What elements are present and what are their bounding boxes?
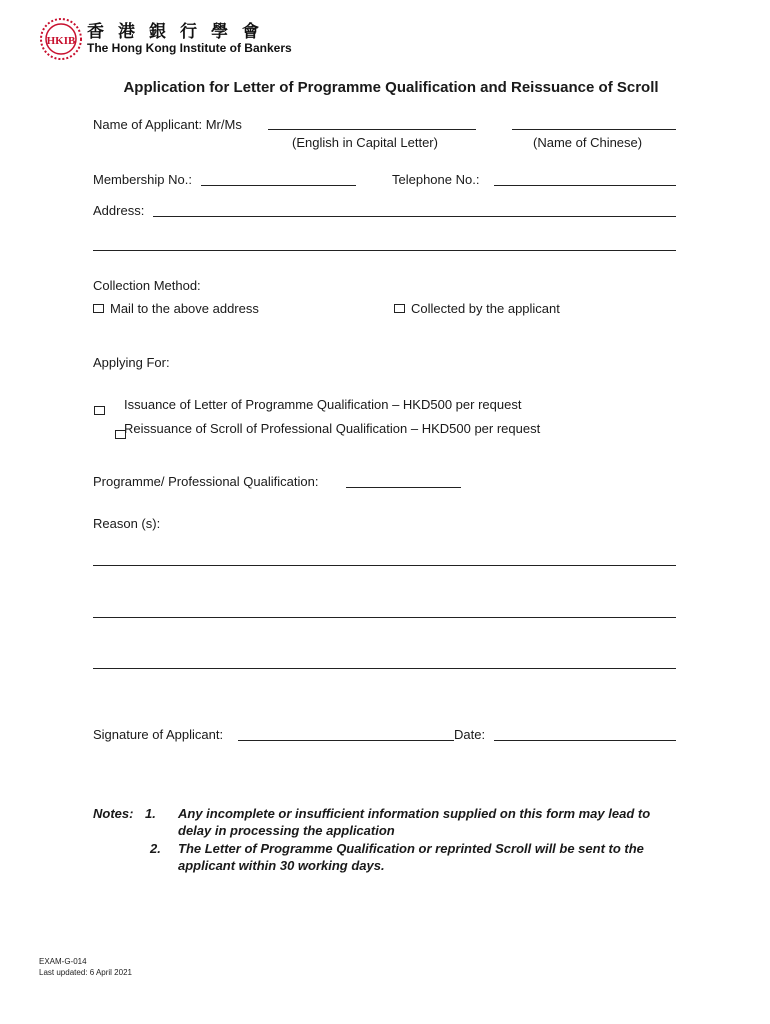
date-field[interactable] <box>494 740 676 741</box>
collection-option-mail-label: Mail to the above address <box>110 301 259 316</box>
note-2-line-2: applicant within 30 working days. <box>178 858 385 873</box>
note-1-line-2: delay in processing the application <box>178 823 395 838</box>
hkib-seal-icon <box>39 17 83 61</box>
collection-label: Collection Method: <box>93 278 201 293</box>
signature-field[interactable] <box>238 740 454 741</box>
collection-option-collect-label: Collected by the applicant <box>411 301 560 316</box>
note-2-number: 2. <box>150 841 161 856</box>
programme-label: Programme/ Professional Qualification: <box>93 474 319 489</box>
seal-monogram: HKIB <box>46 35 76 47</box>
note-2-line-1: The Letter of Programme Qualification or reprinted Scroll will be sent to the <box>178 841 644 856</box>
applying-label: Applying For: <box>93 355 170 370</box>
name-english-field[interactable] <box>268 129 476 130</box>
name-chinese-caption: (Name of Chinese) <box>533 135 643 150</box>
org-name-chinese: 香港銀行學會 <box>87 22 273 42</box>
telephone-label: Telephone No.: <box>392 172 480 187</box>
name-chinese-field[interactable] <box>512 129 676 130</box>
form-title: Application for Letter of Programme Qualification and Reissuance of Scroll <box>123 79 659 96</box>
programme-field[interactable] <box>346 487 461 488</box>
applying-option-reissuance: Reissuance of Scroll of Professional Qualification – HKD500 per request <box>124 421 541 436</box>
hkib-logo <box>39 17 292 63</box>
form-code: EXAM-G-014 <box>39 957 87 966</box>
address-field-line-1[interactable] <box>153 216 676 217</box>
telephone-field[interactable] <box>494 185 676 186</box>
reason-field-line-1[interactable] <box>93 565 676 566</box>
collection-option-collect[interactable] <box>394 301 560 316</box>
issuance-checkbox[interactable] <box>94 406 105 415</box>
note-1-number: 1. <box>145 806 156 821</box>
org-name-english: The Hong Kong Institute of Bankers <box>87 41 292 55</box>
membership-field[interactable] <box>201 185 356 186</box>
reason-field-line-2[interactable] <box>93 617 676 618</box>
collection-option-mail[interactable] <box>93 301 259 316</box>
note-1-line-1: Any incomplete or insufficient information supplied on this form may lead to <box>178 806 651 821</box>
membership-label: Membership No.: <box>93 172 192 187</box>
name-label: Name of Applicant: Mr/Ms <box>93 117 242 132</box>
address-label: Address: <box>93 203 145 218</box>
date-label: Date: <box>454 727 486 742</box>
address-field-line-2[interactable] <box>93 250 676 251</box>
signature-label: Signature of Applicant: <box>93 727 224 742</box>
reason-label: Reason (s): <box>93 516 161 531</box>
name-english-caption: (English in Capital Letter) <box>292 135 438 150</box>
collect-checkbox[interactable] <box>394 304 405 313</box>
notes-heading: Notes: <box>93 806 134 821</box>
applying-option-issuance: Issuance of Letter of Programme Qualification – HKD500 per request <box>124 397 522 412</box>
reason-field-line-3[interactable] <box>93 668 676 669</box>
last-updated: Last updated: 6 April 2021 <box>39 968 132 977</box>
mail-checkbox[interactable] <box>93 304 104 313</box>
